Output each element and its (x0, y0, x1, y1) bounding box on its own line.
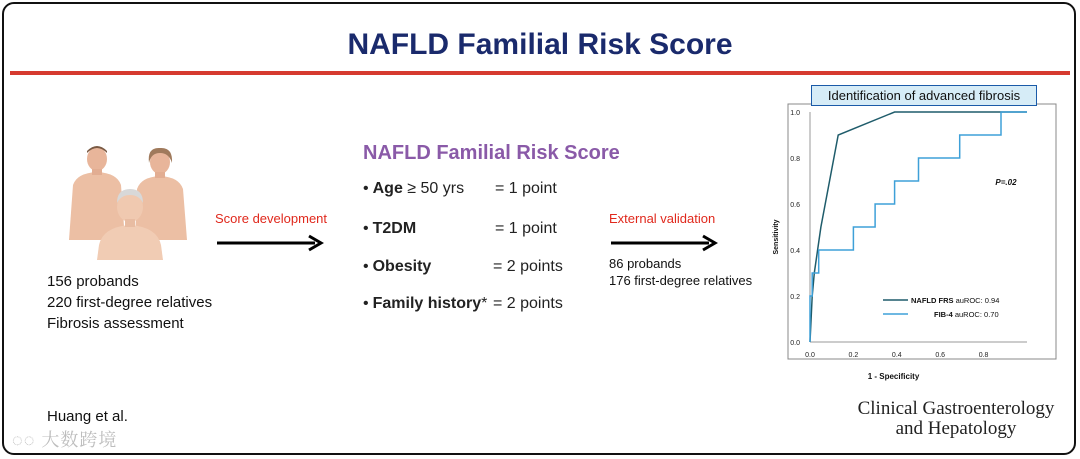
validation-description (609, 255, 752, 289)
x-tick-label: 0.4 (891, 352, 902, 359)
journal-name-line1: Clinical Gastroenterology (857, 398, 1055, 419)
criterion-obesity: • Obesity = 2 points (363, 258, 563, 275)
y-axis-label: Sensitivity (773, 219, 780, 255)
family-illustration-icon (55, 145, 205, 260)
x-tick-label: 0.6 (935, 352, 946, 359)
x-tick-label: 0.0 (805, 352, 815, 359)
p-value-annotation: P=.02 (995, 178, 1017, 187)
arrow-right-icon (609, 233, 719, 253)
page-title: NAFLD Familial Risk Score (347, 28, 733, 61)
author-citation: Huang et al. (47, 408, 128, 425)
legend-label (934, 310, 999, 319)
validation-relatives: 176 first-degree relatives (609, 273, 753, 288)
cohort-probands: 156 probands (47, 273, 139, 290)
criterion-family-history: • Family history* = 2 points (363, 295, 563, 312)
journal-logo (850, 399, 1062, 439)
watermark: ◌◌ 大数跨境 (12, 430, 118, 450)
criterion-age: • Age ≥ 50 yrs = 1 point (363, 180, 557, 197)
y-tick-label: 0.8 (790, 156, 800, 163)
criterion-points: = 2 points (493, 295, 563, 312)
y-tick-label: 0.4 (790, 248, 800, 255)
cohort-description (47, 271, 212, 334)
y-tick-label: 1.0 (790, 110, 800, 117)
y-tick-label: 0.2 (790, 294, 800, 301)
criterion-points: = 1 point (495, 180, 557, 197)
y-tick-label: 0.0 (790, 340, 800, 347)
x-tick-label: 0.8 (978, 352, 989, 359)
x-axis-label: 1 - Specificity (867, 372, 920, 381)
legend-series-name: FIB-4 (934, 310, 955, 319)
chart-title: Identification of advanced fibrosis (811, 85, 1037, 106)
series-line-fib-4 (810, 112, 1027, 342)
criterion-points: = 2 points (493, 258, 563, 275)
x-tick-label: 0.2 (848, 352, 859, 359)
arrow-label-development: Score development (215, 211, 328, 226)
legend-series-name: NAFLD FRS (911, 296, 956, 305)
journal-name-line2: and Hepatology (895, 418, 1017, 439)
plot-panel (788, 104, 1056, 359)
validation-probands: 86 probands (609, 256, 682, 271)
legend-label (911, 296, 999, 305)
legend-auroc: auROC: 0.94 (955, 296, 1000, 305)
arrow-label-validation: External validation (609, 211, 716, 226)
roc-chart (760, 100, 1060, 395)
title-divider (10, 71, 1070, 75)
cohort-relatives: 220 first-degree relatives (47, 294, 213, 311)
criterion-t2dm: • T2DM = 1 point (363, 220, 557, 237)
score-title: NAFLD Familial Risk Score (363, 142, 620, 164)
series-line-nafld-frs (810, 112, 1027, 342)
arrow-right-icon (215, 233, 325, 253)
legend-auroc: auROC: 0.70 (954, 310, 999, 319)
criterion-points: = 1 point (495, 220, 557, 237)
y-tick-label: 0.6 (790, 202, 800, 209)
cohort-fibrosis: Fibrosis assessment (47, 315, 184, 332)
